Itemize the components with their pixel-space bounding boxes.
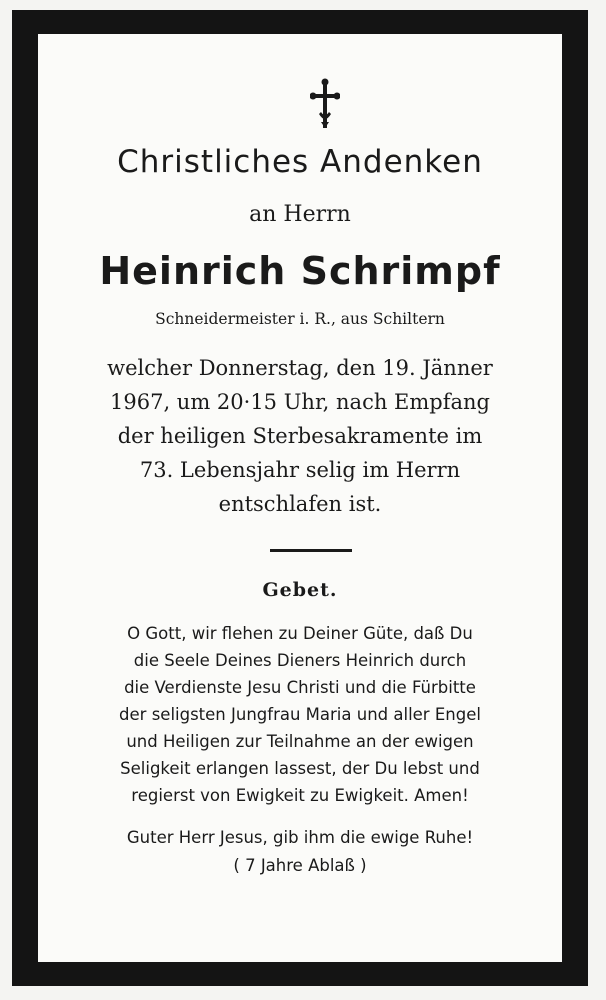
cross-icon (310, 78, 340, 130)
divider (270, 549, 352, 552)
closing-invocation: Guter Herr Jesus, gib ihm die ewige Ruhe! (126, 828, 474, 847)
prayer-line: regierst von Ewigkeit zu Ewigkeit. Amen! (131, 786, 469, 805)
prayer-line: der seligsten Jungfrau Maria und aller Engel (119, 705, 481, 724)
salutation: an Herrn (249, 202, 351, 227)
indulgence-note: ( 7 Jahre Ablaß ) (233, 856, 367, 875)
prayer-title: Gebet. (262, 579, 338, 601)
prayer-line: die Verdienste Jesu Christi und die Fürbitte (124, 678, 476, 697)
occupation: Schneidermeister i. R., aus Schiltern (155, 310, 445, 328)
prayer-line: Seligkeit erlangen lassest, der Du lebst und (120, 759, 480, 778)
obituary-line: entschlafen ist. (218, 492, 382, 516)
memorial-card (12, 10, 588, 986)
obituary-line: der heiligen Sterbesakramente im (117, 424, 483, 448)
prayer-line: die Seele Deines Dieners Heinrich durch (133, 651, 467, 670)
obituary-line: welcher Donnerstag, den 19. Jänner (107, 356, 493, 380)
prayer-line: und Heiligen zur Teilnahme an der ewigen (126, 732, 474, 751)
obituary-line: 73. Lebensjahr selig im Herrn (139, 458, 461, 482)
card-heading: Christliches Andenken (117, 144, 483, 180)
prayer-line: O Gott, wir flehen zu Deiner Güte, daß Du (127, 624, 473, 643)
deceased-name: Heinrich Schrimpf (99, 249, 501, 293)
obituary-line: 1967, um 20·15 Uhr, nach Empfang (110, 390, 490, 414)
memorial-card-content (38, 34, 562, 962)
